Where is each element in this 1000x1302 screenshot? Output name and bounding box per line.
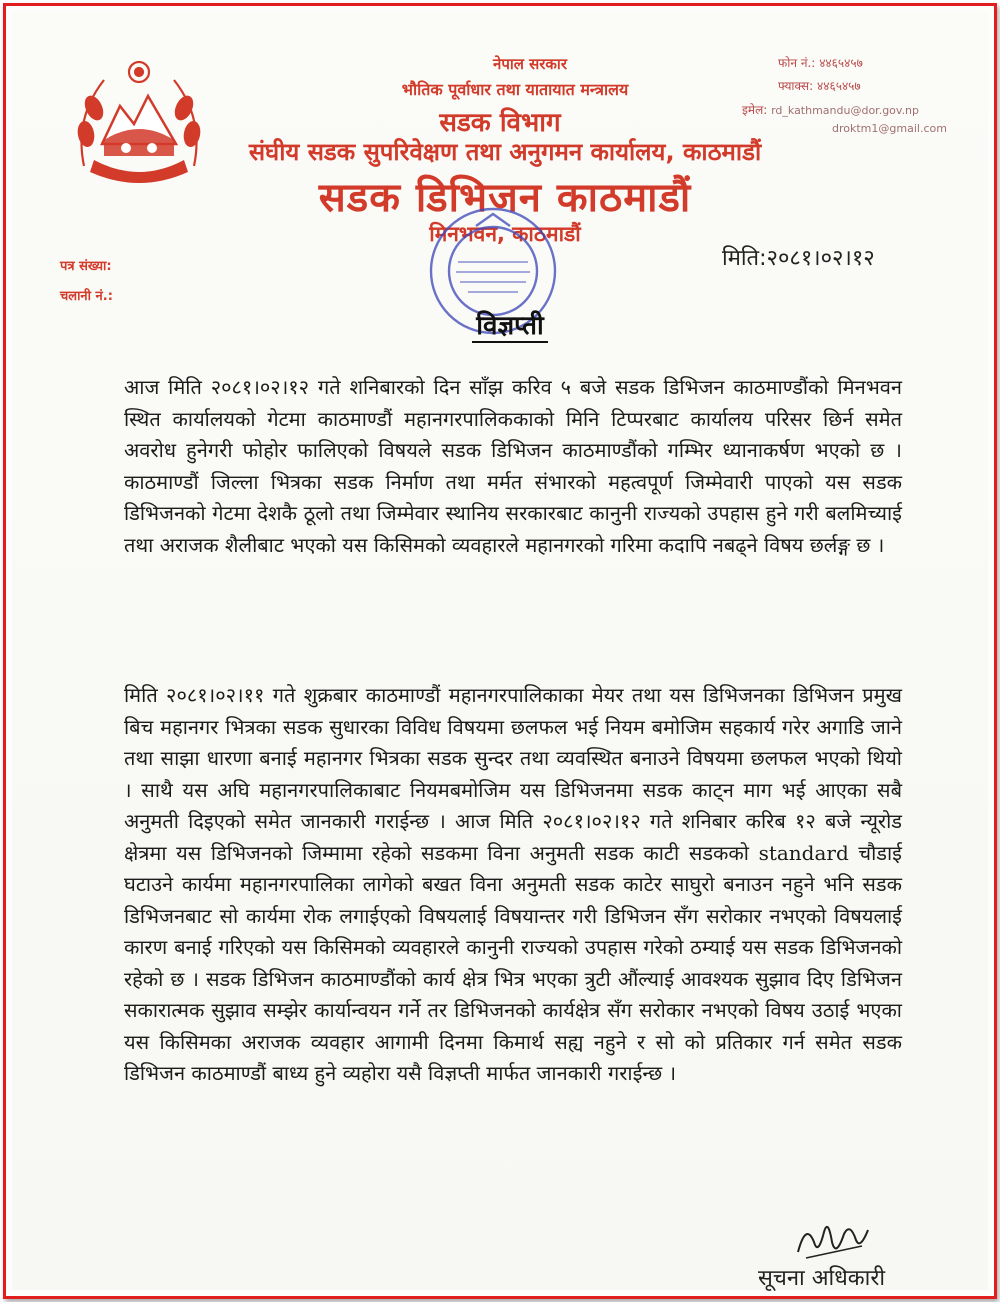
signatory-title: सूचना अधिकारी [758, 1266, 886, 1291]
header-government: नेपाल सरकार [493, 55, 567, 73]
contact-fax [778, 77, 861, 94]
letter-date: मिति:२०८१।०२।१२ [722, 246, 875, 271]
fax-value: ४४६५४५७ [816, 79, 861, 93]
header-location: मिनभवन, काठमाडौं [429, 222, 581, 246]
header-ministry: भौतिक पूर्वाधार तथा यातायात मन्त्रालय [401, 80, 629, 99]
paragraph-2: मिति २०८१।०२।११ गते शुक्रबार काठमाण्डौं महानगरपालिकाका मेयर तथा यस डिभिजनका डिभिजन प्रमुख बिच महानगर भित्रका सडक सुधारका विविध विषयमा छलफल भई नियम बमोजिम सहकार्य गरेर अगाडि जाने तथा साझा धारणा बनाई महानगर भित्रका सडक सुन्दर तथा व्यवस्थित बनाउने विषयमा छलफल भएको थियो । साथै यस अघि महानगरपालिकाबाट नियमबमोजिम यस डिभिजनमा सडक काट्न माग भई आएका सबै अनुमती दिइएको समेत जानकारी गराईन्छ । आज मिति २०८१।०२।१२ गते शनिबार करिब १२ बजे न्यूरोड क्षेत्रमा यस डिभिजनको जिम्मामा रहेको सडकमा विना अनुमती सडक काटी सडकको standard चौडाई घटाउने कार्यमा महानगरपालिका लागेको बखत विना अनुमती सडक काटेर साघुरो बनाउन नहुने भनि सडक डिभिजनबाट सो कार्यमा रोक लगाईएको विषयलाई विषयान्तर गरी डिभिजन सँग सरोकार नभएको विषयलाई कारण बनाई गरिएको यस किसिमको व्यवहारले कानुनी राज्यको उपहास गरेको ठम्याई यस सडक डिभिजनको रहेको छ । सडक डिभिजन काठमाण्डौंको कार्य क्षेत्र भित्र भएका त्रुटी औंल्याई आवश्यक सुझाव दिए डिभिजन सकारात्मक सुझाव सम्झेर कार्यान्वयन गर्ने तर डिभिजनको कार्यक्षेत्र सँग सरोकार नभएको विषय उठाई भएका यस किसिमका अराजक व्यवहार आगामी दिनमा किमार्थ सह्य नहुने र सो को प्रतिकार गर्न समेत सडक डिभिजन काठमाण्डौं बाध्य हुने व्यहोरा यसै विज्ञप्ती मार्फत जानकारी गराईन्छ । [124, 683, 902, 1085]
signature-icon [792, 1212, 872, 1264]
fax-label: फ्याक्स: [778, 79, 814, 93]
dispatch-number-label: चलानी नं.: [60, 289, 113, 304]
contact-phone [778, 54, 863, 71]
letter-number-label: पत्र संख्या: [60, 259, 112, 274]
notice-title [0, 306, 1000, 342]
phone-label: फोन नं.: [778, 56, 816, 70]
contact-email [742, 101, 919, 118]
email-secondary: droktm1@gmail.com [832, 122, 947, 135]
paragraph-1: आज मिति २०८१।०२।१२ गते शनिबारको दिन साँझ करिव ५ बजे सडक डिभिजन काठमाण्डौंको मिनभवन स्थित कार्यालयको गेटमा काठमाण्डौं महानगरपालिककाको मिनि टिप्परबाट कार्यालय परिसर छिर्न समेत अवरोध हुनेगरी फोहोर फालिएको विषयले सडक डिभिजन काठमाण्डौंको गम्भिर ध्यानाकर्षण भएको छ । काठमाण्डौं जिल्ला भित्रका सडक निर्माण तथा मर्मत संभारको महत्वपूर्ण जिम्मेवारी पाएको यस सडक डिभिजनको गेटमा देशकै ठूलो तथा जिम्मेवार स्थानिय सरकारबाट कानुनी राज्यको उपहास हुने गरी बलमिच्याई तथा अराजक शैलीबाट भएको यस किसिमको व्यवहारले महानगरको गरिमा कदापि नबढ्ने विषय छर्लङ्ग छ । [124, 375, 902, 557]
header-division: सडक डिभिजन काठमाडौं [318, 175, 692, 221]
header-department: सडक विभाग [439, 108, 561, 138]
email-label: इमेल: [742, 103, 768, 117]
contact-email-secondary [832, 121, 947, 135]
phone-value: ४४६५४५७ [819, 56, 863, 70]
header-office: संघीय सडक सुपरिवेक्षण तथा अनुगमन कार्यालय, काठमाडौं [248, 138, 762, 166]
email-primary: rd_kathmandu@dor.gov.np [771, 104, 920, 117]
notice-title-text: विज्ञप्ती [472, 311, 547, 343]
